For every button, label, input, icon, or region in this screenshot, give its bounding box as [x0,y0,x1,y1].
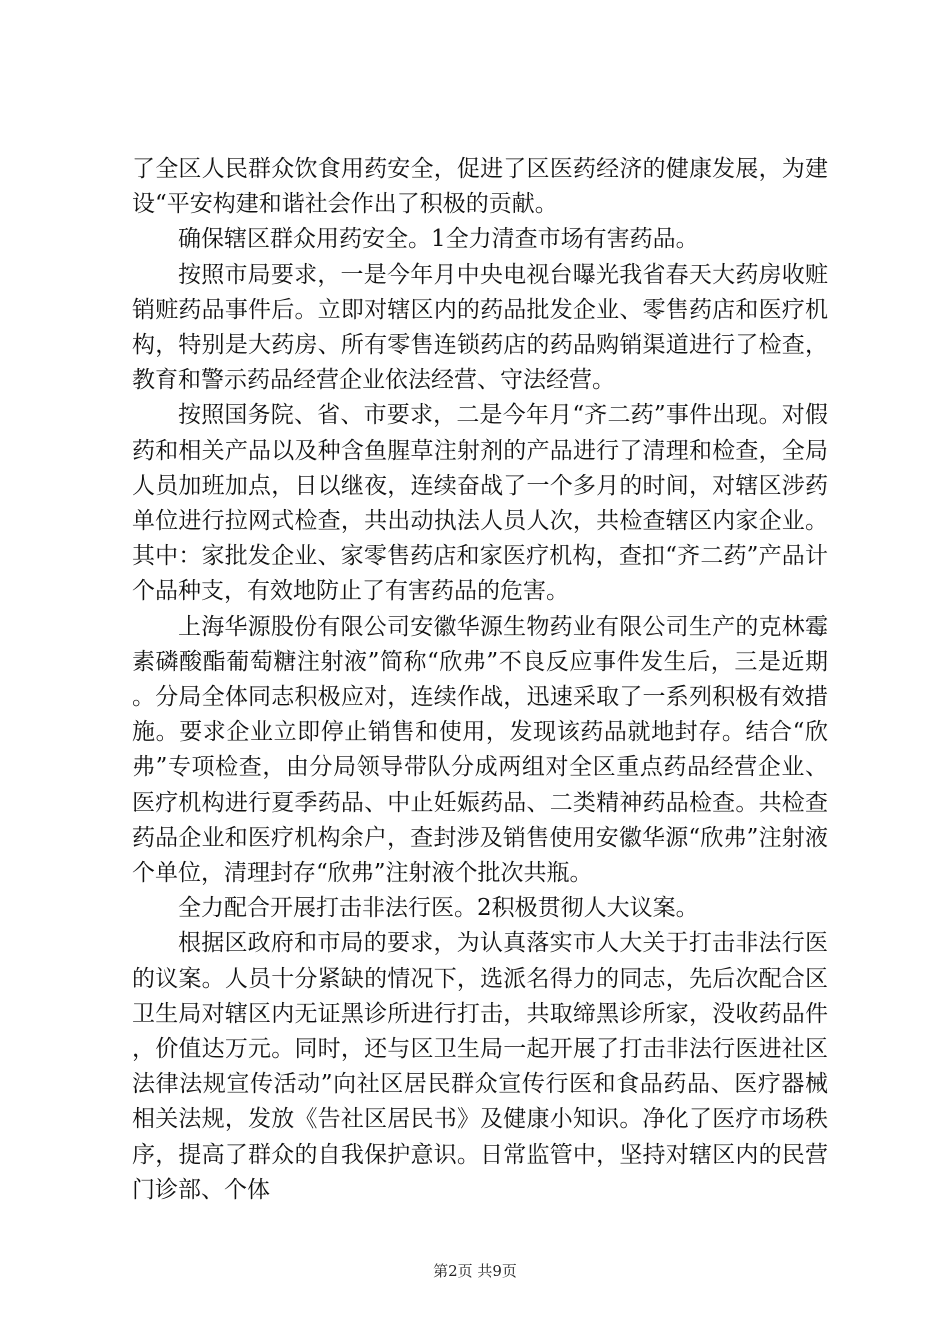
paragraph-7: 根据区政府和市局的要求，为认真落实市人大关于打击非法行医的议案。人员十分紧缺的情况下，选派名得力的同志，先后次配合区卫生局对辖区内无证黑诊所进行打击，共取缔黑诊所家，没收药品件，价值达万元。同时，还与区卫生局一起开展了打击非法行医进社区法律法规宣传活动”向社区居民群众宣传行医和食品药品、医疗器械相关法规，发放《告社区居民书》及健康小知识。净化了医疗市场秩序，提高了群众的自我保护意识。日常监管中，坚持对辖区内的民营门诊部、个体 [132,930,828,1203]
paragraph-4: 按照国务院、省、市要求，二是今年月“齐二药”事件出现。对假药和相关产品以及种含鱼腥草注射剂的产品进行了清理和检查，全局人员加班加点，日以继夜，连续奋战了一个多月的时间，对辖区涉药单位进行拉网式检查，共出动执法人员人次，共检查辖区内家企业。其中：家批发企业、家零售药店和家医疗机构，查扣“齐二药”产品计个品种支，有效地防止了有害药品的危害。 [132,402,828,605]
paragraph-3: 按照市局要求，一是今年月中央电视台曝光我省春天大药房收赃销赃药品事件后。立即对辖区内的药品批发企业、零售药店和医疗机构，特别是大药房、所有零售连锁药店的药品购销渠道进行了检查，教育和警示药品经营企业依法经营、守法经营。 [132,261,828,394]
paragraph-6: 全力配合开展打击非法行医。2积极贯彻人大议案。 [178,895,699,922]
document-body [132,152,828,1208]
paragraph-2: 确保辖区群众用药安全。1全力清查市场有害药品。 [178,226,699,253]
paragraph-1: 了全区人民群众饮食用药安全，促进了区医药经济的健康发展，为建设“平安构建和谐社会作出了积极的贡献。 [132,156,828,218]
paragraph-5: 上海华源股份有限公司安徽华源生物药业有限公司生产的克林霉素磷酸酯葡萄糖注射液”简称“欣弗”不良反应事件发生后，三是近期。分局全体同志积极应对，连续作战，迅速采取了一系列积极有效措施。要求企业立即停止销售和使用，发现该药品就地封存。结合“欣弗”专项检查，由分局领导带队分成两组对全区重点药品经营企业、医疗机构进行夏季药品、中止妊娠药品、二类精神药品检查。共检查药品企业和医疗机构余户，查封涉及销售使用安徽华源“欣弗”注射液个单位，清理封存“欣弗”注射液个批次共瓶。 [132,613,828,887]
page-number-footer: 第2页 共9页 [433,1262,517,1280]
